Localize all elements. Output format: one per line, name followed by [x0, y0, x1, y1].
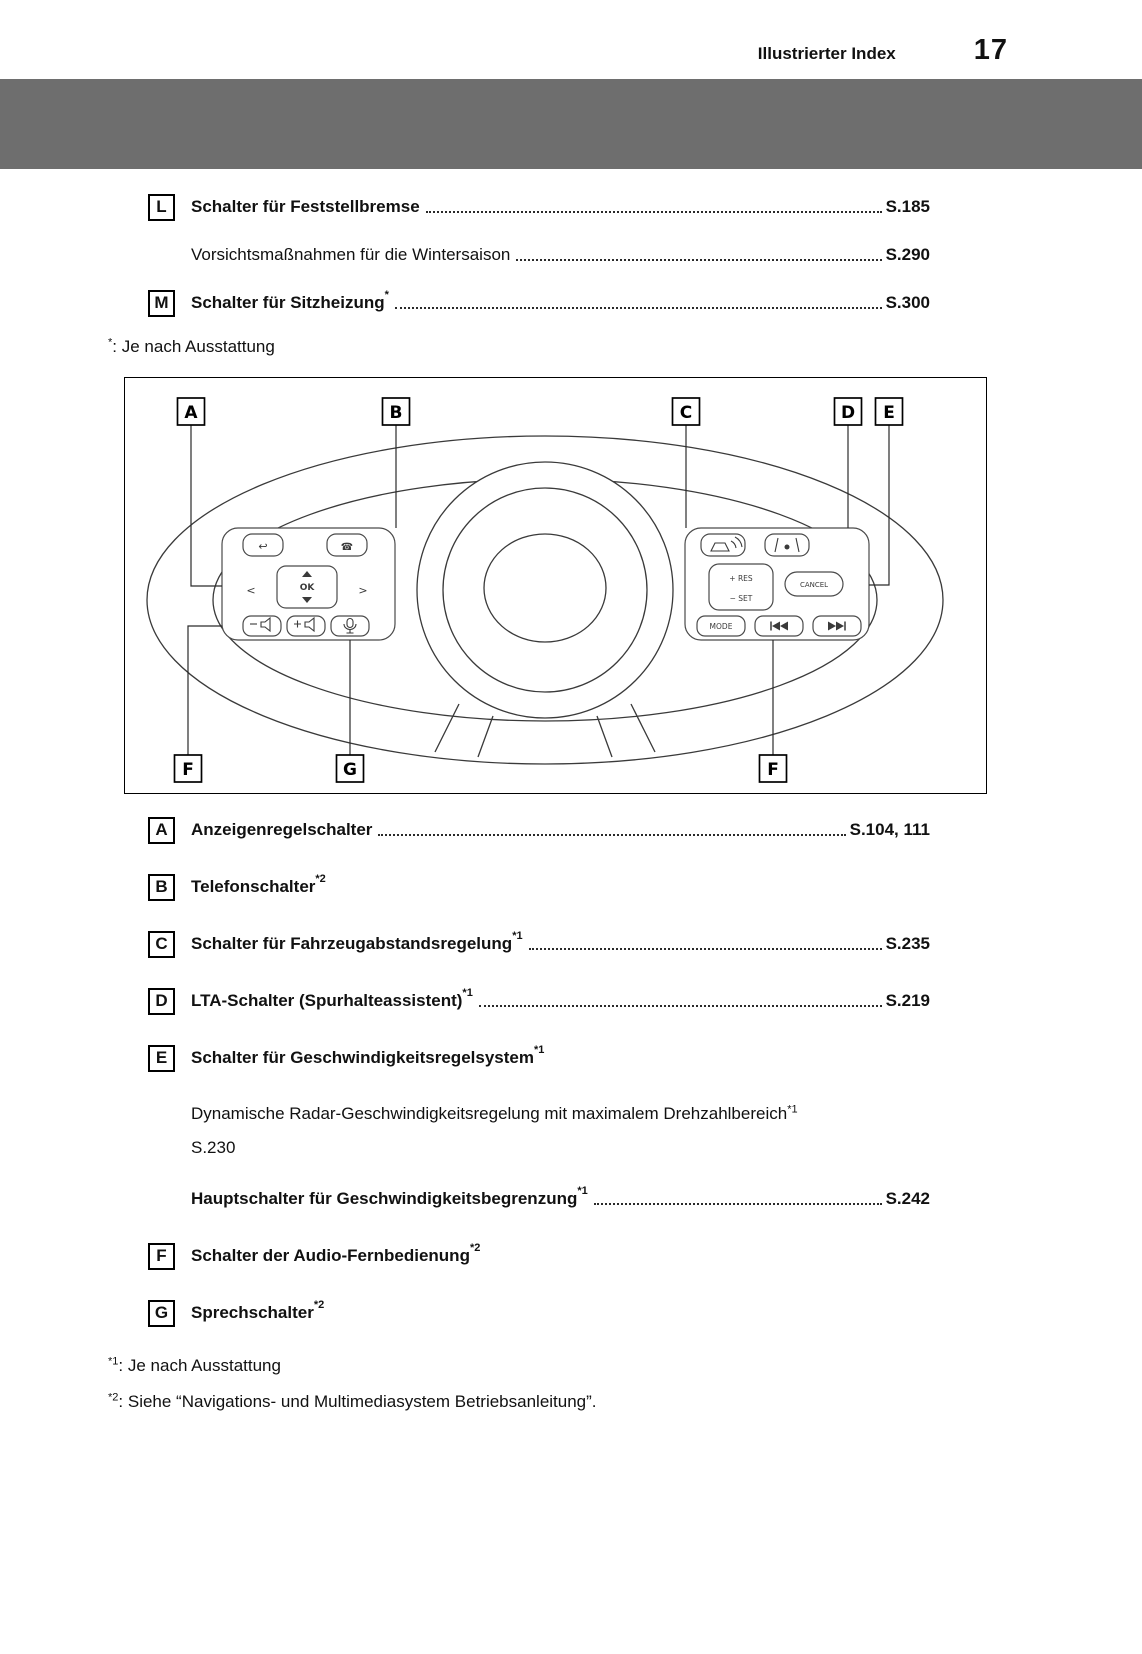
callout-c [673, 398, 700, 425]
callout-e [876, 398, 903, 425]
footnote-marker: *1 [108, 1355, 119, 1368]
page-reference: S.219 [885, 991, 930, 1010]
footnote-marker: *1 [512, 930, 523, 942]
index-item-e-limiter [148, 1185, 930, 1213]
footnote-2 [108, 1392, 930, 1412]
index-item-f [148, 1242, 930, 1270]
right-arrow-icon: > [358, 584, 368, 597]
footnote-marker: *2 [313, 1299, 325, 1311]
callout-d [835, 398, 862, 425]
callout-f-left [175, 755, 202, 782]
callout-a [178, 398, 205, 425]
svg-text:E: E [883, 403, 895, 423]
index-item-g [148, 1299, 930, 1327]
item-label: Schalter der Audio-Fernbedienung [191, 1246, 470, 1265]
index-item-l [148, 193, 930, 221]
index-item-c [148, 930, 930, 958]
footnote-marker: *1 [787, 1103, 798, 1116]
callout-letter-box: G [148, 1300, 175, 1327]
page-reference: S.185 [885, 197, 930, 216]
cancel-label: CANCEL [799, 581, 829, 589]
left-arrow-icon: < [246, 584, 256, 597]
footnote-marker: * [384, 289, 389, 301]
svg-text:F: F [767, 760, 779, 780]
item-label: Anzeigenregelschalter [191, 820, 373, 839]
item-label: Schalter für Fahrzeugabstandsregelung [191, 934, 513, 953]
phone-icon: ☎ [340, 542, 354, 553]
detail-text: Dynamische Radar-Geschwindigkeitsregelung mit maximalem Drehzahlbereich [191, 1104, 788, 1123]
index-item-e [148, 1044, 930, 1072]
svg-text:A: A [184, 403, 198, 423]
callout-f-right [760, 755, 787, 782]
section-title: Illustrierter Index [757, 44, 896, 63]
distance-button [701, 534, 745, 556]
steering-wheel-diagram [124, 377, 987, 794]
index-item-winter [148, 241, 930, 269]
dotted-leader [426, 211, 882, 213]
page-content [0, 169, 1142, 1412]
callout-letter-box: E [148, 1045, 175, 1072]
footnote-marker: *2 [469, 1242, 481, 1254]
item-label: Hauptschalter für Geschwindigkeitsbegrenzung [191, 1189, 578, 1208]
dotted-leader [378, 834, 845, 836]
footnote-text: : Siehe “Navigations- und Multimediasystem Betriebsanleitung”. [118, 1392, 597, 1411]
callout-letter-box: M [148, 290, 175, 317]
item-label: Schalter für Sitzheizung [191, 293, 385, 312]
back-icon: ↩ [258, 540, 268, 553]
set-label: − SET [729, 594, 753, 603]
item-label: Telefonschalter [191, 877, 316, 896]
footnote-marker: *1 [533, 1044, 545, 1056]
callout-letter-box: L [148, 194, 175, 221]
ok-label: OK [299, 583, 315, 593]
page-reference: S.290 [885, 245, 930, 264]
callout-g [337, 755, 364, 782]
index-item-b [148, 873, 930, 901]
footnote-equipment [108, 337, 930, 357]
dotted-leader [479, 1005, 882, 1007]
page-reference: S.104, 111 [849, 820, 930, 839]
index-item-m [148, 289, 930, 317]
mode-label: MODE [709, 622, 733, 631]
svg-text:G: G [343, 760, 357, 780]
footnote-marker: *2 [315, 873, 326, 885]
callout-letter-box: A [148, 817, 175, 844]
index-item-d [148, 987, 930, 1015]
footnote-marker: *1 [462, 987, 473, 999]
bottom-index-list [108, 816, 930, 1412]
footnote-marker: *1 [577, 1185, 588, 1197]
dotted-leader [594, 1203, 882, 1205]
dotted-leader [395, 307, 882, 309]
item-label: Sprechschalter [191, 1303, 314, 1322]
volume-down-button [243, 616, 281, 636]
callout-letter-box: C [148, 931, 175, 958]
page-header [0, 0, 1142, 67]
callout-letter-box: F [148, 1243, 175, 1270]
dotted-leader [529, 948, 882, 950]
footnote-marker: *2 [108, 1391, 119, 1404]
volume-up-button [287, 616, 325, 636]
page-reference: S.230 [191, 1138, 236, 1157]
index-item-a [148, 816, 930, 844]
callout-letter-box: B [148, 874, 175, 901]
callout-letter-box: D [148, 988, 175, 1015]
page-reference: S.242 [885, 1189, 930, 1208]
item-label: Vorsichtsmaßnahmen für die Wintersaison [191, 245, 511, 264]
footnote-text: : Je nach Ausstattung [112, 337, 275, 356]
dotted-leader [516, 259, 881, 261]
footnote-text: : Je nach Ausstattung [118, 1356, 281, 1375]
index-item-e-detail [148, 1097, 930, 1165]
res-set-rocker [709, 564, 773, 610]
item-label: Schalter für Feststellbremse [191, 197, 420, 216]
svg-text:B: B [389, 403, 403, 423]
page-reference: S.300 [885, 293, 930, 312]
steering-wheel-drawing [125, 378, 986, 793]
page-reference: S.235 [885, 934, 930, 953]
chapter-color-band [0, 79, 1142, 169]
svg-text:F: F [182, 760, 194, 780]
res-label: + RES [729, 574, 753, 583]
page-number: 17 [973, 34, 1008, 66]
item-label: Schalter für Geschwindigkeitsregelsystem [191, 1048, 534, 1067]
footnote-1 [108, 1356, 930, 1376]
callout-b [383, 398, 410, 425]
svg-text:D: D [840, 403, 856, 423]
footnote-marker: * [108, 336, 113, 349]
item-label: LTA-Schalter (Spurhalteassistent) [191, 991, 463, 1010]
svg-text:C: C [679, 403, 693, 423]
